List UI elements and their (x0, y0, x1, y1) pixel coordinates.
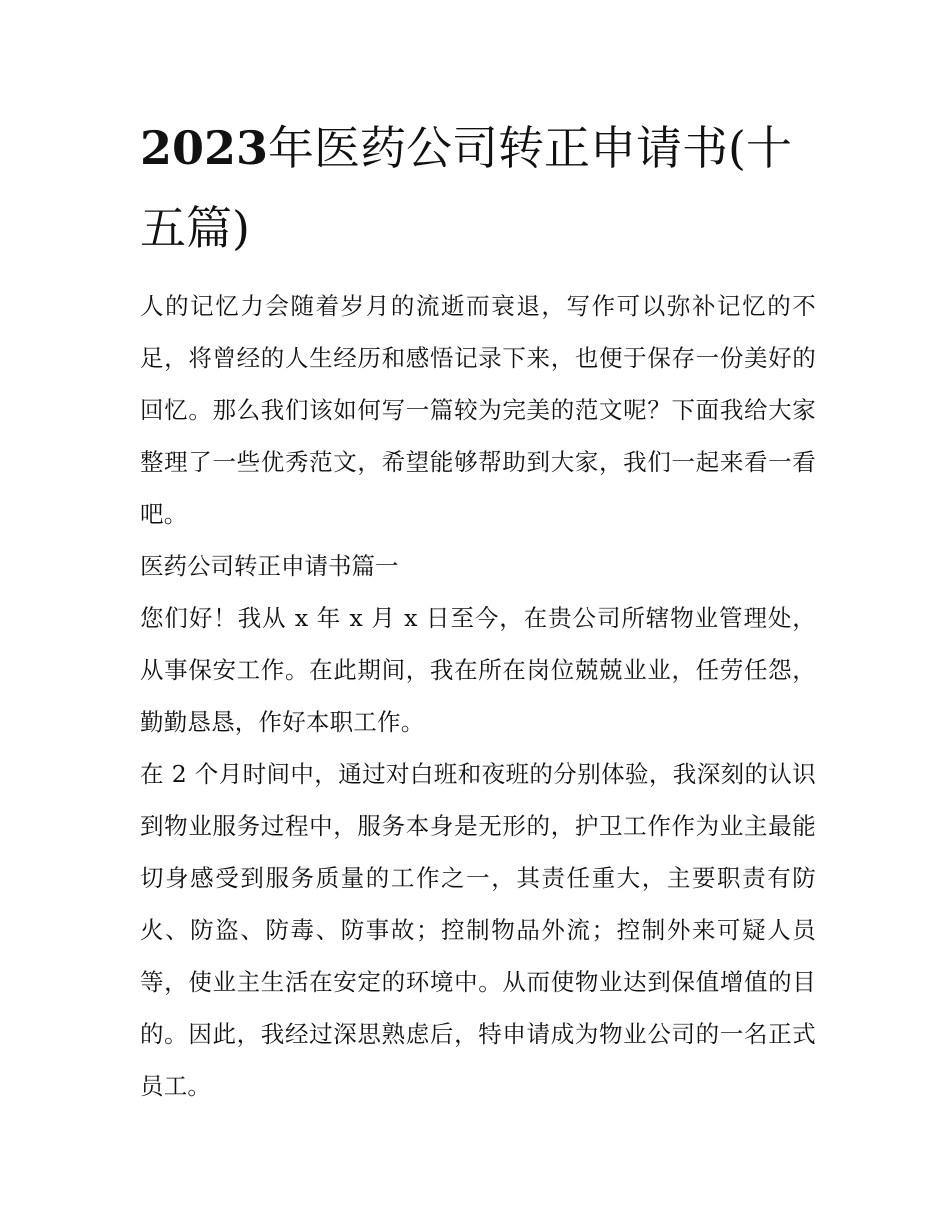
intro-paragraph: 人的记忆力会随着岁月的流逝而衰退，写作可以弥补记忆的不足，将曾经的人生经历和感悟记录下来，也便于保存一份美好的回忆。那么我们该如何写一篇较为完美的范文呢？下面我给大家整理了一些优秀范文，希望能够帮助到大家，我们一起来看一看吧。 (140, 292, 816, 528)
section-heading: 医药公司转正申请书篇一 (140, 552, 399, 580)
document-title (140, 108, 816, 268)
body-paragraph-2: 在 2 个月时间中，通过对白班和夜班的分别体验，我深刻的认识到物业服务过程中，服务本身是无形的，护卫工作作为业主最能切身感受到服务质量的工作之一，其责任重大，主要职责有防火、防盗、防毒、防事故；控制物品外流；控制外来可疑人员等，使业主生活在安定的环境中。从而使物业达到保值增值的目的。因此，我经过深思熟虑后，特申请成为物业公司的一名正式员工。 (140, 760, 816, 1100)
title-text: 年医药公司转正申请书(十五篇) (140, 121, 792, 255)
title-year: 2023 (140, 121, 269, 175)
body-paragraph-1: 您们好！我从 x 年 x 月 x 日至今，在贵公司所辖物业管理处，从事保安工作。在此期间，我在所在岗位兢兢业业，任劳任怨，勤勤恳恳，作好本职工作。 (140, 604, 816, 736)
document-body (140, 108, 816, 1112)
